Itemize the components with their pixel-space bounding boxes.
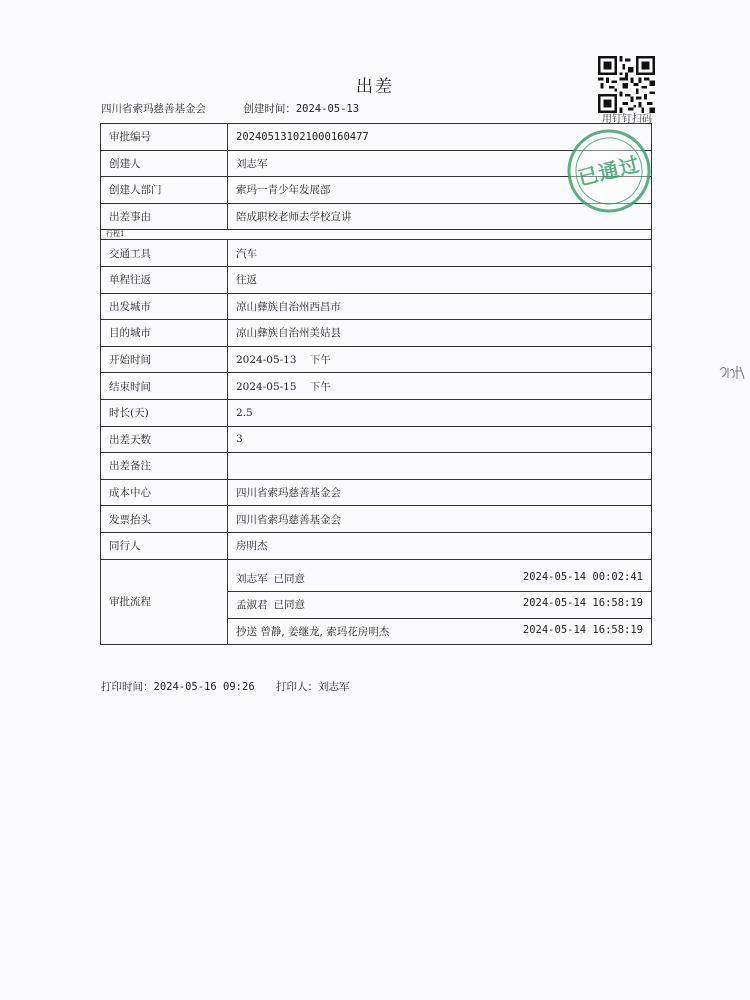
approval-time: 2024-05-14 00:02:41 [522, 570, 643, 583]
table-row [101, 479, 652, 506]
field-label: 审批编号 [101, 124, 228, 151]
approval-number: 202405131021000160477 [228, 124, 652, 151]
field-label: 开始时间 [101, 346, 228, 373]
section-label: 行程1 [101, 230, 652, 240]
duration-days: 2.5 [228, 399, 652, 426]
approval-status: 已同意 [273, 572, 305, 585]
field-label: 发票抬头 [101, 506, 228, 533]
created-label: 创建时间： [243, 103, 296, 115]
qr-code-icon [598, 56, 655, 113]
table-row [101, 506, 652, 533]
start-time: 2024-05-13 下午 [228, 346, 652, 373]
approver-name: 孟淑君 [236, 599, 268, 612]
cc-recipients: 抄送 曾静, 姜继龙, 索玛花房明杰 [236, 625, 390, 638]
print-time-label: 打印时间： [101, 681, 154, 693]
section-header [101, 230, 652, 240]
field-label: 出差备注 [101, 453, 228, 480]
table-row [101, 399, 652, 426]
printer-label: 打印人： [276, 681, 318, 693]
approval-status: 已同意 [273, 599, 305, 612]
creator-name: 刘志军 [228, 150, 652, 177]
field-label: 交通工具 [101, 240, 228, 267]
stamp-text: 已通过 [575, 151, 643, 191]
table-row [101, 266, 652, 293]
field-label: 创建人 [101, 150, 228, 177]
destination-city: 凉山彝族自治州美姑县 [228, 320, 652, 347]
table-row [101, 293, 652, 320]
document-meta [101, 101, 359, 116]
table-row [101, 346, 652, 373]
table-row [101, 532, 652, 559]
field-label: 出发城市 [101, 293, 228, 320]
trip-type-value: 往返 [228, 266, 652, 293]
table-row [101, 240, 652, 267]
trip-days: 3 [228, 426, 652, 453]
field-label: 时长(天) [101, 399, 228, 426]
transport-value: 汽车 [228, 240, 652, 267]
end-time: 2024-05-15 下午 [228, 373, 652, 400]
creator-department: 索玛一青少年发展部 [228, 177, 652, 204]
trip-remarks [228, 453, 652, 480]
companion: 房明杰 [228, 532, 652, 559]
organization-name: 四川省索玛慈善基金会 [101, 103, 206, 115]
approval-step-cell [228, 618, 652, 645]
field-label: 同行人 [101, 532, 228, 559]
table-row [101, 453, 652, 480]
printer-name: 刘志军 [318, 681, 350, 693]
departure-city: 凉山彝族自治州西昌市 [228, 293, 652, 320]
page-title: 出差 [356, 77, 394, 97]
table-row [101, 203, 652, 230]
travel-request-table [100, 123, 652, 645]
table-row [101, 373, 652, 400]
cost-center: 四川省索玛慈善基金会 [228, 479, 652, 506]
field-label: 结束时间 [101, 373, 228, 400]
handwritten-mark-icon [718, 362, 748, 382]
field-label: 出差天数 [101, 426, 228, 453]
invoice-title: 四川省索玛慈善基金会 [228, 506, 652, 533]
qr-caption: 用钉钉扫码 [602, 114, 652, 125]
field-label: 创建人部门 [101, 177, 228, 204]
approval-flow-label: 审批流程 [101, 559, 228, 645]
approval-step-cell [228, 566, 652, 592]
field-label: 出差事由 [101, 203, 228, 230]
table-row [101, 426, 652, 453]
trip-reason: 陪成职校老师去学校宣讲 [228, 203, 652, 230]
field-label: 单程往返 [101, 266, 228, 293]
approver-name: 刘志军 [236, 572, 268, 585]
approval-time: 2024-05-14 16:58:19 [522, 597, 643, 610]
table-row [101, 320, 652, 347]
approval-step-cell [228, 592, 652, 619]
approval-time: 2024-05-14 16:58:19 [522, 623, 643, 636]
print-time: 2024-05-16 09:26 [153, 681, 255, 693]
field-label: 目的城市 [101, 320, 228, 347]
field-label: 成本中心 [101, 479, 228, 506]
created-date: 2024-05-13 [295, 103, 360, 115]
print-footer [101, 679, 350, 694]
